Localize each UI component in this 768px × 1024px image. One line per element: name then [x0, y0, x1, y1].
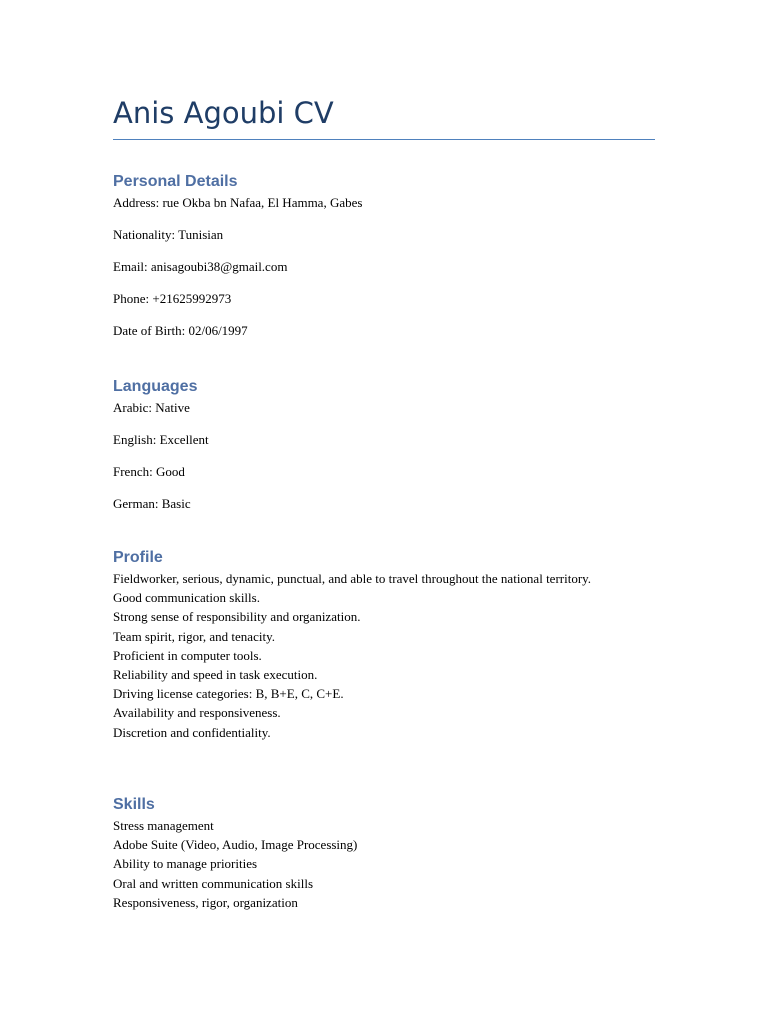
profile-item: Availability and responsiveness.	[113, 705, 281, 721]
profile-item: Reliability and speed in task execution.	[113, 667, 318, 683]
address-line: Address: rue Okba bn Nafaa, El Hamma, Gabes	[113, 195, 363, 210]
personal-details-list	[113, 193, 655, 353]
skills-list	[113, 816, 655, 912]
personal-details-heading: Personal Details	[113, 173, 238, 190]
title-underline	[113, 139, 655, 140]
language-item: Arabic: Native	[113, 400, 190, 415]
skill-item: Ability to manage priorities	[113, 856, 258, 872]
profile-item: Driving license categories: B, B+E, C, C+E.	[113, 686, 344, 702]
document-title: Anis Agoubi CV	[113, 96, 334, 130]
profile-item: Strong sense of responsibility and organization.	[113, 609, 361, 625]
date-of-birth-line: Date of Birth: 02/06/1997	[113, 323, 248, 338]
profile-heading: Profile	[113, 549, 163, 566]
profile-list	[113, 569, 655, 742]
skill-item: Adobe Suite (Video, Audio, Image Processing)	[113, 837, 358, 853]
language-item: German: Basic	[113, 496, 191, 511]
profile-section	[113, 548, 655, 742]
profile-item: Discretion and confidentiality.	[113, 724, 271, 740]
profile-item: Proficient in computer tools.	[113, 647, 262, 663]
profile-item: Team spirit, rigor, and tenacity.	[113, 628, 275, 644]
phone-line: Phone: +21625992973	[113, 291, 232, 306]
profile-item: Fieldworker, serious, dynamic, punctual, and able to travel throughout the national territory.	[113, 571, 592, 586]
language-item: French: Good	[113, 464, 185, 479]
email-line: Email: anisagoubi38@gmail.com	[113, 259, 288, 274]
skill-item: Stress management	[113, 818, 214, 833]
skill-item: Responsiveness, rigor, organization	[113, 894, 298, 910]
languages-list	[113, 398, 655, 526]
nationality-line: Nationality: Tunisian	[113, 227, 224, 242]
languages-heading: Languages	[113, 378, 198, 395]
language-item: English: Excellent	[113, 432, 209, 447]
skill-item: Oral and written communication skills	[113, 875, 314, 891]
skills-heading: Skills	[113, 796, 155, 813]
profile-item: Good communication skills.	[113, 590, 260, 606]
languages-section	[113, 377, 655, 526]
skills-section	[113, 795, 655, 912]
personal-details-section	[113, 172, 655, 353]
